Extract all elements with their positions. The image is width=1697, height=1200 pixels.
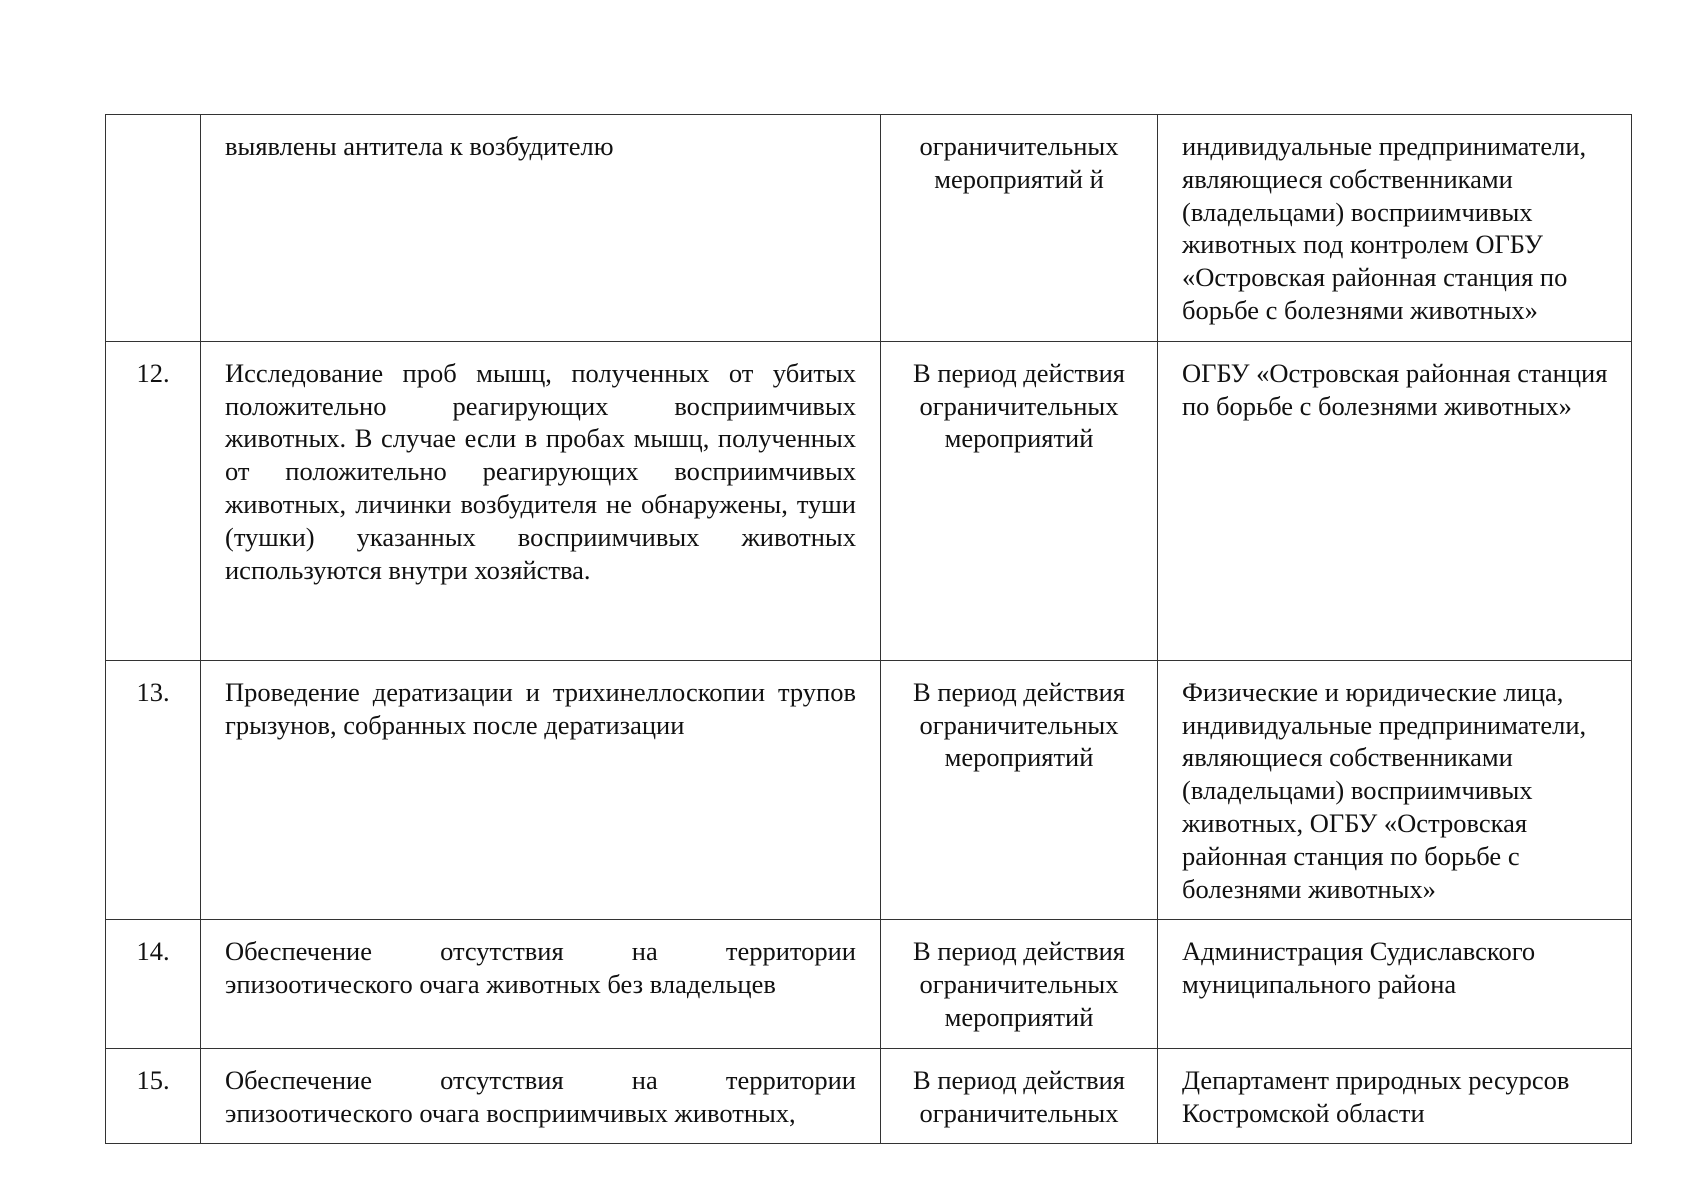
- measure-text: Обеспечение отсутствия на территории эпизоотического очага восприимчивых животных,: [201, 1048, 881, 1144]
- responsible-text: Департамент природных ресурсов Костромской области: [1158, 1048, 1632, 1144]
- table-row: [106, 115, 1632, 342]
- measure-text: Проведение дератизации и трихинеллоскопии трупов грызунов, собранных после дератизации: [201, 660, 881, 920]
- row-number: 15.: [106, 1048, 201, 1144]
- period-text: В период действия ограничительных мероприятий: [881, 660, 1158, 920]
- table-row: [106, 1048, 1632, 1144]
- measure-text: Исследование проб мышц, полученных от убитых положительно реагирующих восприимчивых животных. В случае если в пробах мышц, полученных от положительно реагирующих восприимчивых животных, личинки возбудителя не обнаружены, туши (тушки) указанных восприимчивых животных используются внутри хозяйства.: [201, 341, 881, 660]
- row-number: 14.: [106, 920, 201, 1048]
- period-text: ограничительных мероприятий й: [881, 115, 1158, 342]
- table-row: [106, 920, 1632, 1048]
- measure-text: Обеспечение отсутствия на территории эпизоотического очага животных без владельцев: [201, 920, 881, 1048]
- measure-text: выявлены антитела к возбудителю: [201, 115, 881, 342]
- period-text: В период действия ограничительных: [881, 1048, 1158, 1144]
- responsible-text: Физические и юридические лица, индивидуальные предприниматели, являющиеся собственниками (владельцами) восприимчивых животных, ОГБУ «Островская районная станция по борьбе с болезнями животных»: [1158, 660, 1632, 920]
- row-number: 12.: [106, 341, 201, 660]
- responsible-text: Администрация Судиславского муниципального района: [1158, 920, 1632, 1048]
- period-text: В период действия ограничительных мероприятий: [881, 341, 1158, 660]
- measures-table: [105, 114, 1632, 1144]
- responsible-text: ОГБУ «Островская районная станция по борьбе с болезнями животных»: [1158, 341, 1632, 660]
- table-row: [106, 341, 1632, 660]
- table-row: [106, 660, 1632, 920]
- row-number: [106, 115, 201, 342]
- period-text: В период действия ограничительных мероприятий: [881, 920, 1158, 1048]
- responsible-text: индивидуальные предприниматели, являющиеся собственниками (владельцами) восприимчивых животных под контролем ОГБУ «Островская районная станция по борьбе с болезнями животных»: [1158, 115, 1632, 342]
- row-number: 13.: [106, 660, 201, 920]
